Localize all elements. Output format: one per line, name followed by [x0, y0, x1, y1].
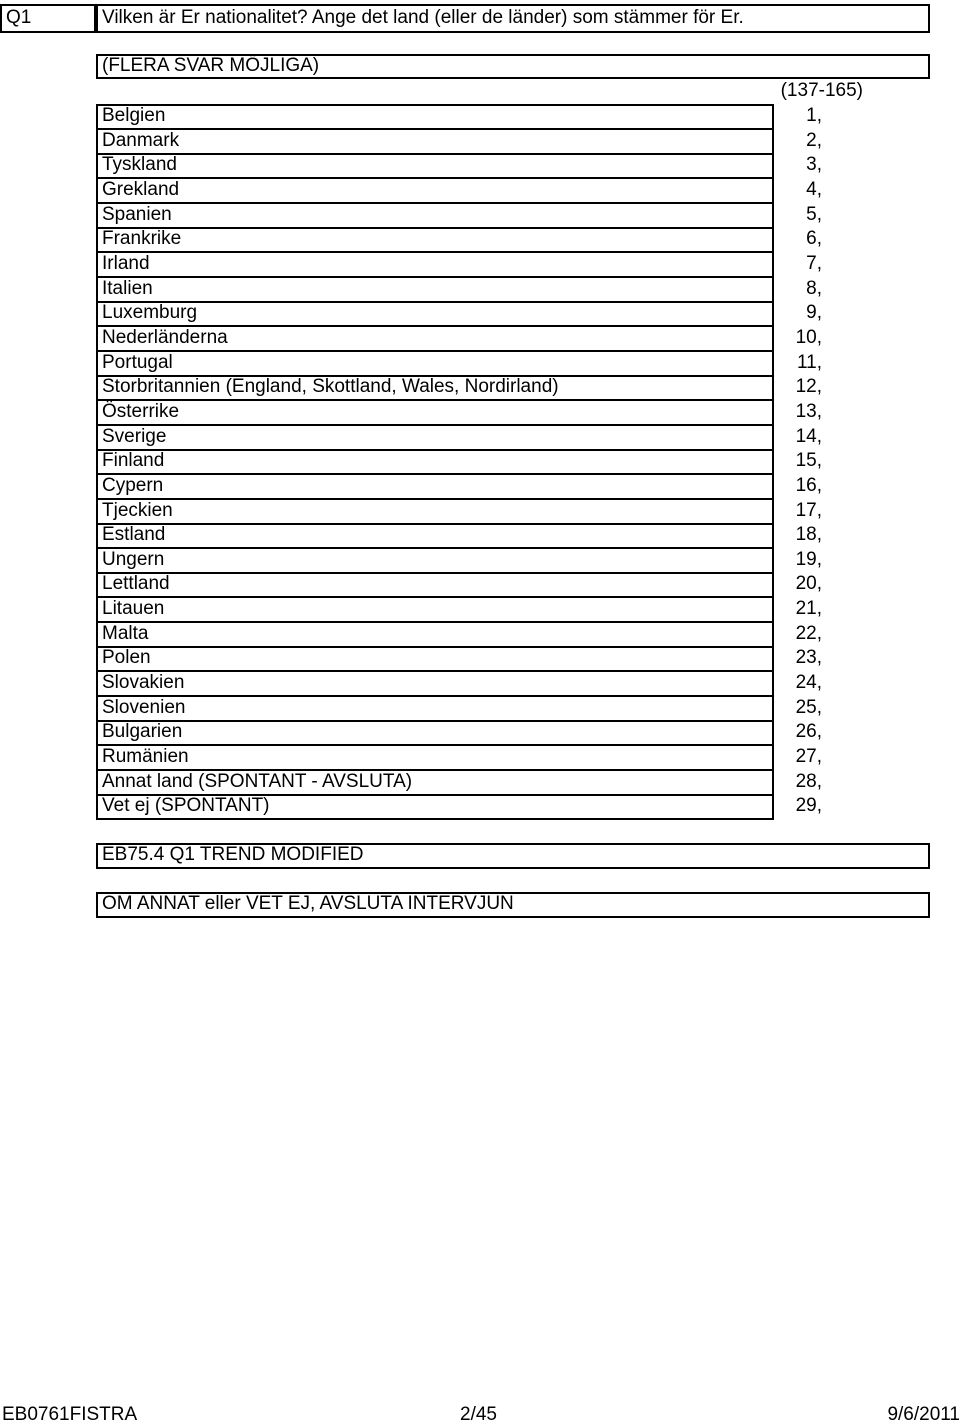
option-label: Litauen: [102, 598, 165, 620]
option-label: Finland: [102, 450, 165, 472]
option-label: Slovenien: [102, 696, 186, 718]
option-row: [102, 400, 822, 425]
option-row: [102, 351, 822, 376]
option-label: Slovakien: [102, 672, 185, 694]
option-label: Lettland: [102, 573, 170, 595]
option-row: [102, 745, 822, 770]
option-label: Danmark: [102, 129, 180, 151]
option-label: Estland: [102, 524, 166, 546]
option-row: [102, 301, 822, 326]
option-code: 29,: [795, 795, 822, 817]
option-code: 17,: [795, 499, 822, 521]
code-range: (137-165): [780, 80, 863, 101]
option-row: [102, 277, 822, 302]
option-code: 19,: [795, 548, 822, 570]
option-code: 26,: [795, 721, 822, 743]
footer-date: 9/6/2011: [887, 1404, 960, 1425]
option-label: Tjeckien: [102, 499, 173, 521]
option-label: Irland: [102, 252, 150, 274]
option-row: [102, 671, 822, 696]
option-row: [102, 449, 822, 474]
option-code: 6,: [806, 228, 822, 250]
option-row: [102, 794, 822, 819]
option-code: 21,: [795, 598, 822, 620]
option-label: Sverige: [102, 425, 167, 447]
option-code: 4,: [806, 178, 822, 200]
option-label: Tyskland: [102, 154, 177, 176]
option-row: [102, 178, 822, 203]
option-code: 25,: [795, 696, 822, 718]
option-code: 1,: [806, 105, 822, 126]
option-code: 2,: [806, 129, 822, 151]
question-text: Vilken är Er nationalitet? Ange det land (eller de länder) som stämmer för Er.: [102, 7, 744, 28]
footer-document-id: EB0761FISTRA: [2, 1404, 138, 1425]
option-code: 12,: [795, 376, 822, 398]
option-code: 28,: [795, 770, 822, 792]
option-code: 13,: [795, 400, 822, 422]
option-label: Storbritannien (England, Skottland, Wales, Nordirland): [102, 376, 559, 398]
option-label: Rumänien: [102, 746, 189, 768]
option-label: Portugal: [102, 351, 173, 373]
option-row: [102, 375, 822, 400]
option-row: [102, 696, 822, 721]
option-label: Österrike: [102, 400, 180, 422]
option-code: 18,: [795, 524, 822, 546]
option-code: 27,: [795, 746, 822, 768]
option-row: [102, 622, 822, 647]
option-label: Vet ej (SPONTANT): [102, 795, 270, 817]
option-label: Frankrike: [102, 228, 182, 250]
option-row: [102, 227, 822, 252]
option-code: 16,: [795, 474, 822, 496]
option-label: Polen: [102, 647, 151, 669]
option-row: [102, 104, 822, 129]
option-row: [102, 252, 822, 277]
option-label: Nederländerna: [102, 326, 228, 348]
option-code: 3,: [806, 154, 822, 176]
option-code: 10,: [795, 326, 822, 348]
multi-answer-note: (FLERA SVAR MÖJLIGA): [102, 55, 320, 76]
option-code: 15,: [795, 450, 822, 472]
option-code: 24,: [795, 672, 822, 694]
option-row: [102, 646, 822, 671]
option-row: [102, 203, 822, 228]
option-code: 5,: [806, 203, 822, 225]
option-label: Italien: [102, 277, 153, 299]
option-row: [102, 425, 822, 450]
footer-page-number: 2/45: [460, 1404, 497, 1425]
option-label: Cypern: [102, 474, 164, 496]
option-code: 22,: [795, 622, 822, 644]
option-label: Ungern: [102, 548, 165, 570]
option-label: Grekland: [102, 178, 180, 200]
question-id: Q1: [6, 7, 32, 28]
option-row: [102, 523, 822, 548]
option-row: [102, 770, 822, 795]
option-row: [102, 153, 822, 178]
option-code: 7,: [806, 252, 822, 274]
option-row: [102, 572, 822, 597]
option-row: [102, 548, 822, 573]
trend-note: EB75.4 Q1 TREND MODIFIED: [102, 844, 364, 865]
option-label: Bulgarien: [102, 721, 183, 743]
option-code: 9,: [806, 302, 822, 324]
option-code: 20,: [795, 573, 822, 595]
option-code: 23,: [795, 647, 822, 669]
option-row: [102, 129, 822, 154]
option-label: Spanien: [102, 203, 172, 225]
option-row: [102, 326, 822, 351]
option-row: [102, 474, 822, 499]
option-row: [102, 720, 822, 745]
option-label: Malta: [102, 622, 149, 644]
option-row: [102, 499, 822, 524]
option-label: Luxemburg: [102, 302, 198, 324]
option-code: 14,: [795, 425, 822, 447]
option-label: Belgien: [102, 105, 166, 126]
answer-options-list: [102, 104, 822, 819]
option-label: Annat land (SPONTANT - AVSLUTA): [102, 770, 413, 792]
option-code: 8,: [806, 277, 822, 299]
option-row: [102, 597, 822, 622]
interviewer-instruction: OM ANNAT eller VET EJ, AVSLUTA INTERVJUN: [102, 893, 514, 914]
option-code: 11,: [796, 351, 822, 373]
